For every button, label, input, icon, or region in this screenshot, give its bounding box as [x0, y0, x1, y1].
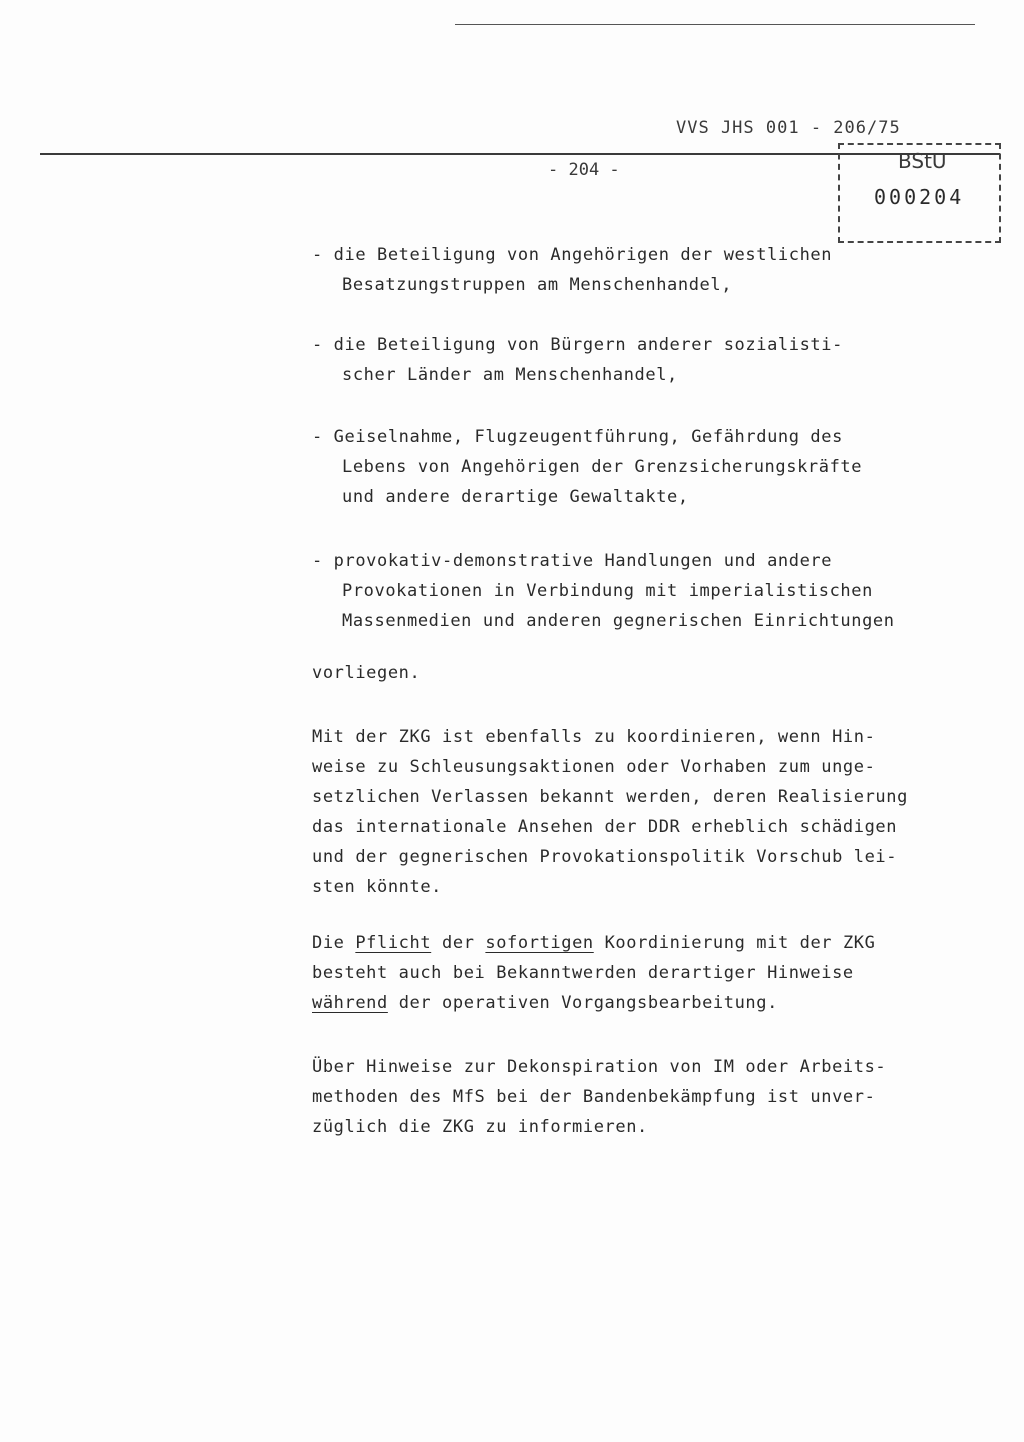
text-line: methoden des MfS bei der Bandenbekämpfung ist unver- [312, 1087, 876, 1107]
stamp-number: 000204 [874, 185, 965, 209]
bullet-line: scher Länder am Menschenhandel, [342, 365, 678, 385]
paragraph-deconspiration [312, 1052, 992, 1142]
bullet-line: Massenmedien und anderen gegnerischen Einrichtungen [342, 611, 895, 631]
text-segment: der [431, 933, 486, 953]
paragraph-obligation [312, 928, 992, 1018]
closing-word [312, 658, 992, 688]
text-segment: Die [312, 933, 356, 953]
text-line: und der gegnerischen Provokationspolitik Vorschub lei- [312, 847, 898, 867]
bullet-line: - die Beteiligung von Bürgern anderer sozialisti- [312, 335, 843, 355]
bullet-line: Provokationen in Verbindung mit imperialistischen [342, 581, 873, 601]
text-line: züglich die ZKG zu informieren. [312, 1117, 648, 1137]
text-line: das internationale Ansehen der DDR erheblich schädigen [312, 817, 898, 837]
text-line: weise zu Schleusungsaktionen oder Vorhaben zum unge- [312, 757, 876, 777]
bullet-line: Lebens von Angehörigen der Grenzsicherungskräfte [342, 457, 863, 477]
underlined-word: sofortigen [485, 933, 594, 953]
bullet-line: - Geiselnahme, Flugzeugentführung, Gefährdung des [312, 427, 843, 447]
archive-stamp [838, 143, 1001, 243]
text-line [312, 988, 992, 1018]
text-line: Über Hinweise zur Dekonspiration von IM oder Arbeits- [312, 1057, 887, 1077]
text-line: vorliegen. [312, 663, 421, 683]
bullet-item [312, 240, 992, 300]
text-segment: der operativen Vorgangsbearbeitung. [387, 993, 778, 1013]
text-segment: Koordinierung mit der ZKG [593, 933, 876, 953]
text-line: sten könnte. [312, 877, 443, 897]
bullet-line: - provokativ-demonstrative Handlungen und andere [312, 551, 833, 571]
stamp-organization: BStU [898, 149, 947, 173]
bullet-item [312, 546, 992, 636]
text-line: besteht auch bei Bekanntwerden derartiger Hinweise [312, 963, 854, 983]
underlined-word: während [312, 993, 388, 1013]
bullet-item [312, 422, 992, 512]
text-line: Mit der ZKG ist ebenfalls zu koordinieren, wenn Hin- [312, 727, 876, 747]
document-reference: VVS JHS 001 - 206/75 [676, 118, 901, 138]
top-scan-line [455, 24, 975, 25]
bullet-line: - die Beteiligung von Angehörigen der westlichen [312, 245, 833, 265]
text-line [312, 928, 992, 958]
bullet-line: Besatzungstruppen am Menschenhandel, [342, 275, 733, 295]
bullet-line: und andere derartige Gewaltakte, [342, 487, 689, 507]
page-number: - 204 - [548, 160, 620, 180]
bullet-item [312, 330, 992, 390]
underlined-word: Pflicht [355, 933, 432, 953]
paragraph-coordination [312, 722, 992, 902]
text-line: setzlichen Verlassen bekannt werden, deren Realisierung [312, 787, 908, 807]
